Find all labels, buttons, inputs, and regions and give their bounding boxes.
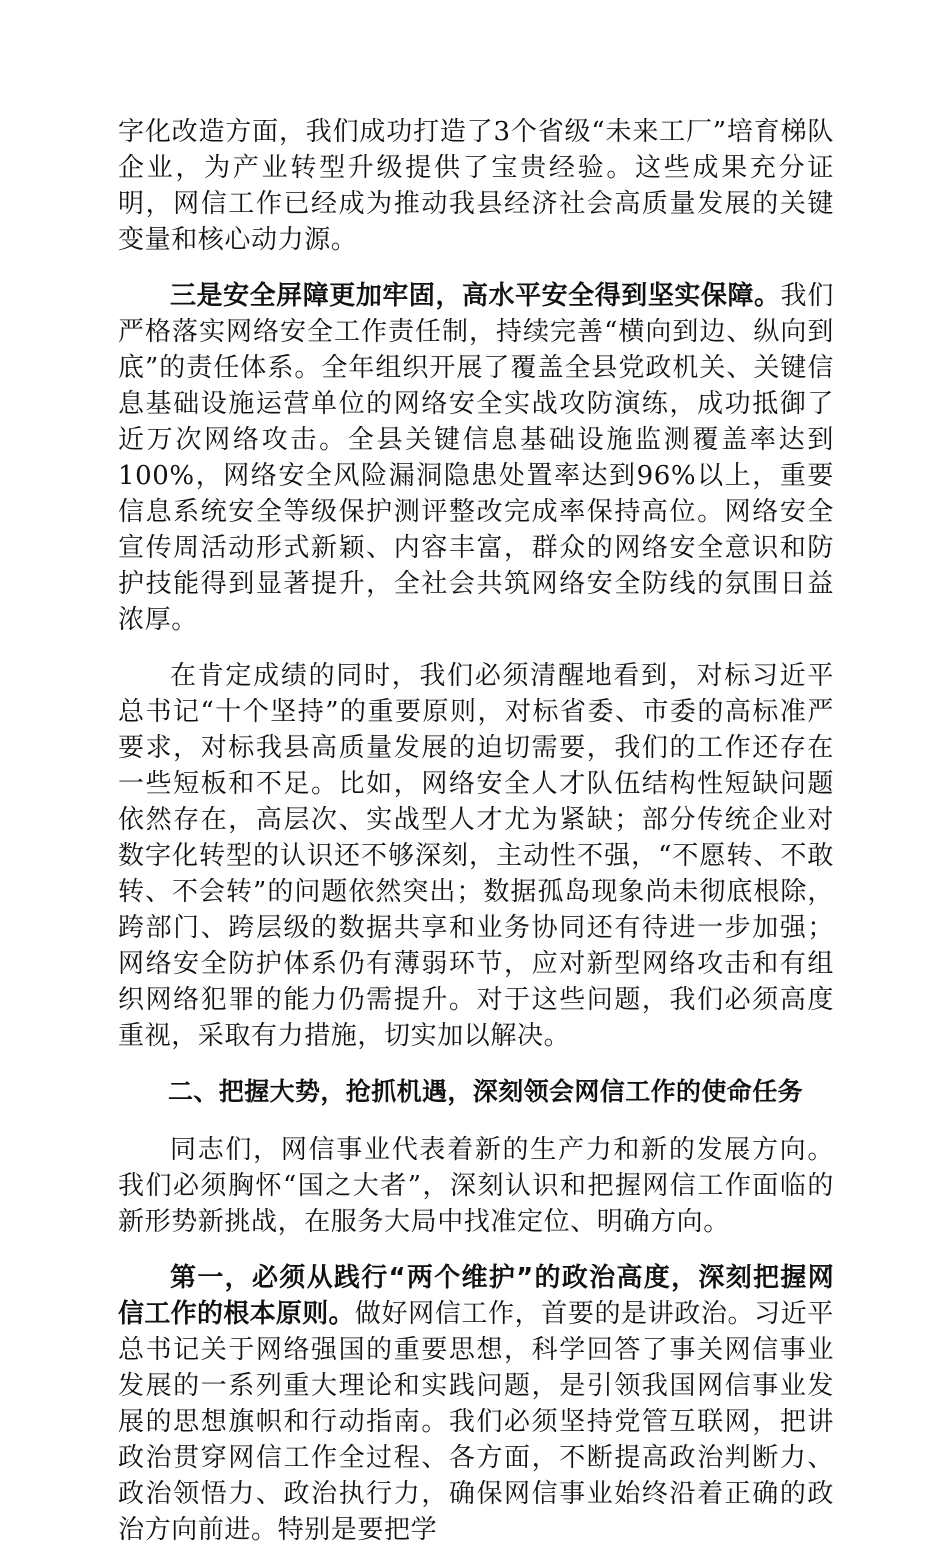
paragraph-shortcomings bbox=[118, 658, 834, 1054]
paragraph-text: 字化改造方面，我们成功打造了3个省级“未来工厂”培育梯队企业，为产业转型升级提供了宝贵经验。这些成果充分证明，网信工作已经成为推动我县经济社会高质量发展的关键变量和核心动力源。 bbox=[118, 117, 834, 255]
document-body bbox=[118, 114, 834, 1568]
paragraph-text: 同志们，网信事业代表着新的生产力和新的发展方向。我们必须胸怀“国之大者”，深刻认识和把握网信工作面临的新形势新挑战，在服务大局中找准定位、明确方向。 bbox=[118, 1135, 834, 1237]
paragraph-text: 在肯定成绩的同时，我们必须清醒地看到，对标习近平总书记“十个坚持”的重要原则，对标省委、市委的高标准严要求，对标我县高质量发展的迫切需要，我们的工作还存在一些短板和不足。比如，网络安全人才队伍结构性短缺问题依然存在，高层次、实战型人才尤为紧缺；部分传统企业对数字化转型的认识还不够深刻，主动性不强，“不愿转、不敢转、不会转”的问题依然突出；数据孤岛现象尚未彻底根除，跨部门、跨层级的数据共享和业务协同还有待进一步加强；网络安全防护体系仍有薄弱环节，应对新型网络攻击和有组织网络犯罪的能力仍需提升。对于这些问题，我们必须高度重视，采取有力措施，切实加以解决。 bbox=[118, 661, 834, 1051]
section-heading: 二、把握大势，抢抓机遇，深刻领会网信工作的使命任务 bbox=[168, 1077, 804, 1106]
paragraph-first-point bbox=[118, 1260, 834, 1548]
paragraph-text: 我们严格落实网络安全工作责任制，持续完善“横向到边、纵向到底”的责任体系。全年组织开展了覆盖全县党政机关、关键信息基础设施运营单位的网络安全实战攻防演练，成功抵御了近万次网络攻击。全县关键信息基础设施监测覆盖率达到100%，网络安全风险漏洞隐患处置率达到96%以上，重要信息系统安全等级保护测评整改完成率保持高位。网络安全宣传周活动形式新颖、内容丰富，群众的网络安全意识和防护技能得到显著提升，全社会共筑网络安全防线的氛围日益浓厚。 bbox=[118, 281, 834, 635]
paragraph-security bbox=[118, 278, 834, 638]
paragraph-text: 做好网信工作，首要的是讲政治。习近平总书记关于网络强国的重要思想，科学回答了事关网信事业发展的一系列重大理论和实践问题，是引领我国网信事业发展的思想旗帜和行动指南。我们必须坚持党管互联网，把讲政治贯穿网信工作全过程、各方面，不断提高政治判断力、政治领悟力、政治执行力，确保网信事业始终沿着正确的政治方向前进。特别是要把学 bbox=[118, 1299, 834, 1545]
paragraph-continuation bbox=[118, 114, 834, 258]
paragraph-intro bbox=[118, 1132, 834, 1240]
paragraph-lead: 三是安全屏障更加牢固，高水平安全得到坚实保障。 bbox=[170, 281, 781, 311]
paragraph-lead: 第一，必须从践行“两个维护”的政治高度，深刻把握网信工作的根本原则。 bbox=[118, 1263, 834, 1329]
